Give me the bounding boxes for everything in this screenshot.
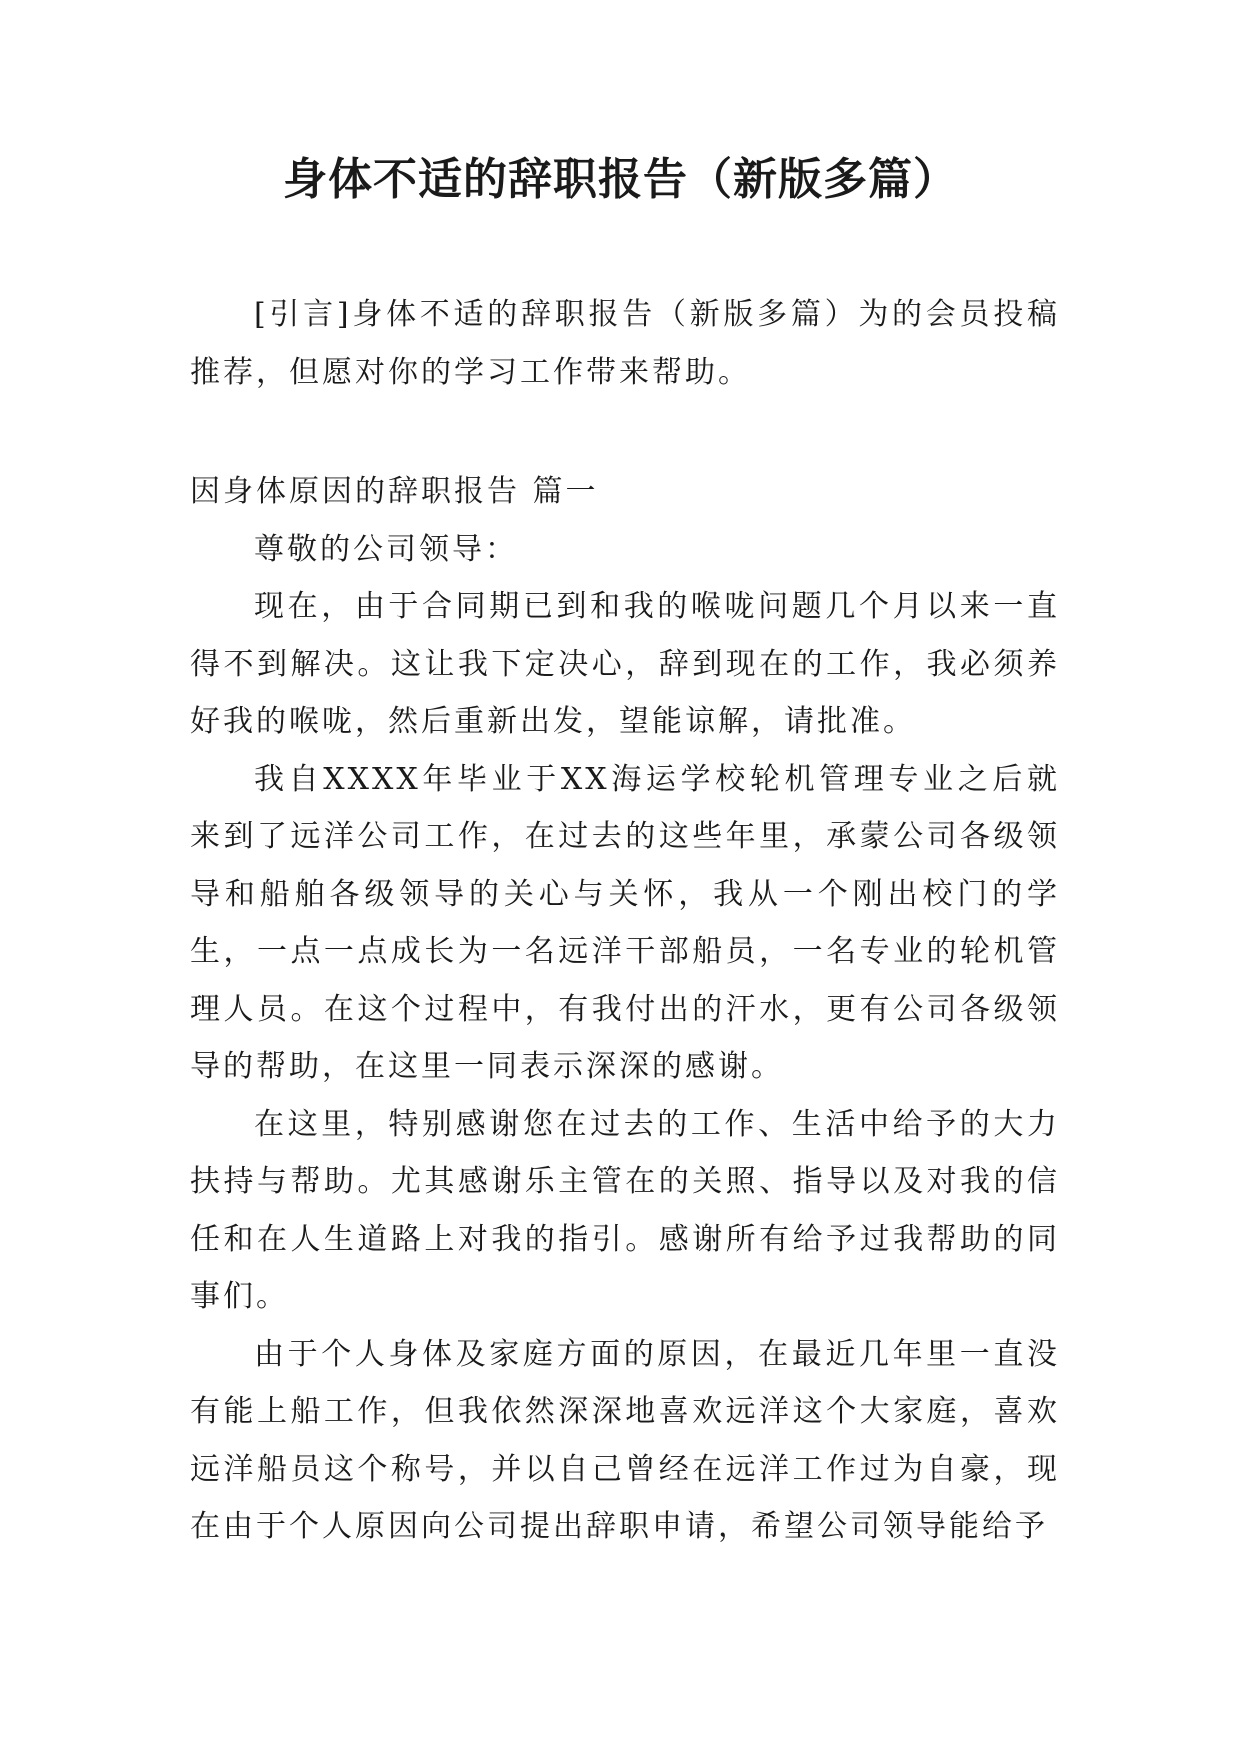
section-heading: 因身体原因的辞职报告 篇一 (190, 474, 599, 509)
body-paragraph: 在这里，特别感谢您在过去的工作、生活中给予的大力扶持与帮助。尤其感谢乐主管在的关照、指导以及对我的信任和在人生道路上对我的指引。感谢所有给予过我帮助的同事们。 (190, 1106, 1060, 1314)
intro-paragraph: [引言]身体不适的辞职报告（新版多篇）为的会员投稿推荐，但愿对你的学习工作带来帮助。 (190, 297, 1060, 390)
body-paragraph: 我自XXXX年毕业于XX海运学校轮机管理专业之后就来到了远洋公司工作，在过去的这些年里，承蒙公司各级领导和船舶各级领导的关心与关怀，我从一个刚出校门的学生，一点一点成长为一名远洋干部船员，一名专业的轮机管理人员。在这个过程中，有我付出的汗水，更有公司各级领导的帮助，在这里一同表示深深的感谢。 (190, 761, 1060, 1084)
section-block (190, 463, 1060, 1556)
body-paragraph: 现在，由于合同期已到和我的喉咙问题几个月以来一直得不到解决。这让我下定决心，辞到现在的工作，我必须养好我的喉咙，然后重新出发，望能谅解，请批准。 (190, 589, 1060, 739)
body-paragraph: 由于个人身体及家庭方面的原因，在最近几年里一直没有能上船工作，但我依然深深地喜欢远洋这个大家庭，喜欢远洋船员这个称号，并以自己曾经在远洋工作过为自豪，现在由于个人原因向公司提出辞职申请，希望公司领导能给予 (190, 1336, 1060, 1544)
document-title: 身体不适的辞职报告（新版多篇） (283, 154, 958, 205)
intro-block (190, 286, 1060, 401)
salutation: 尊敬的公司领导： (254, 531, 518, 567)
